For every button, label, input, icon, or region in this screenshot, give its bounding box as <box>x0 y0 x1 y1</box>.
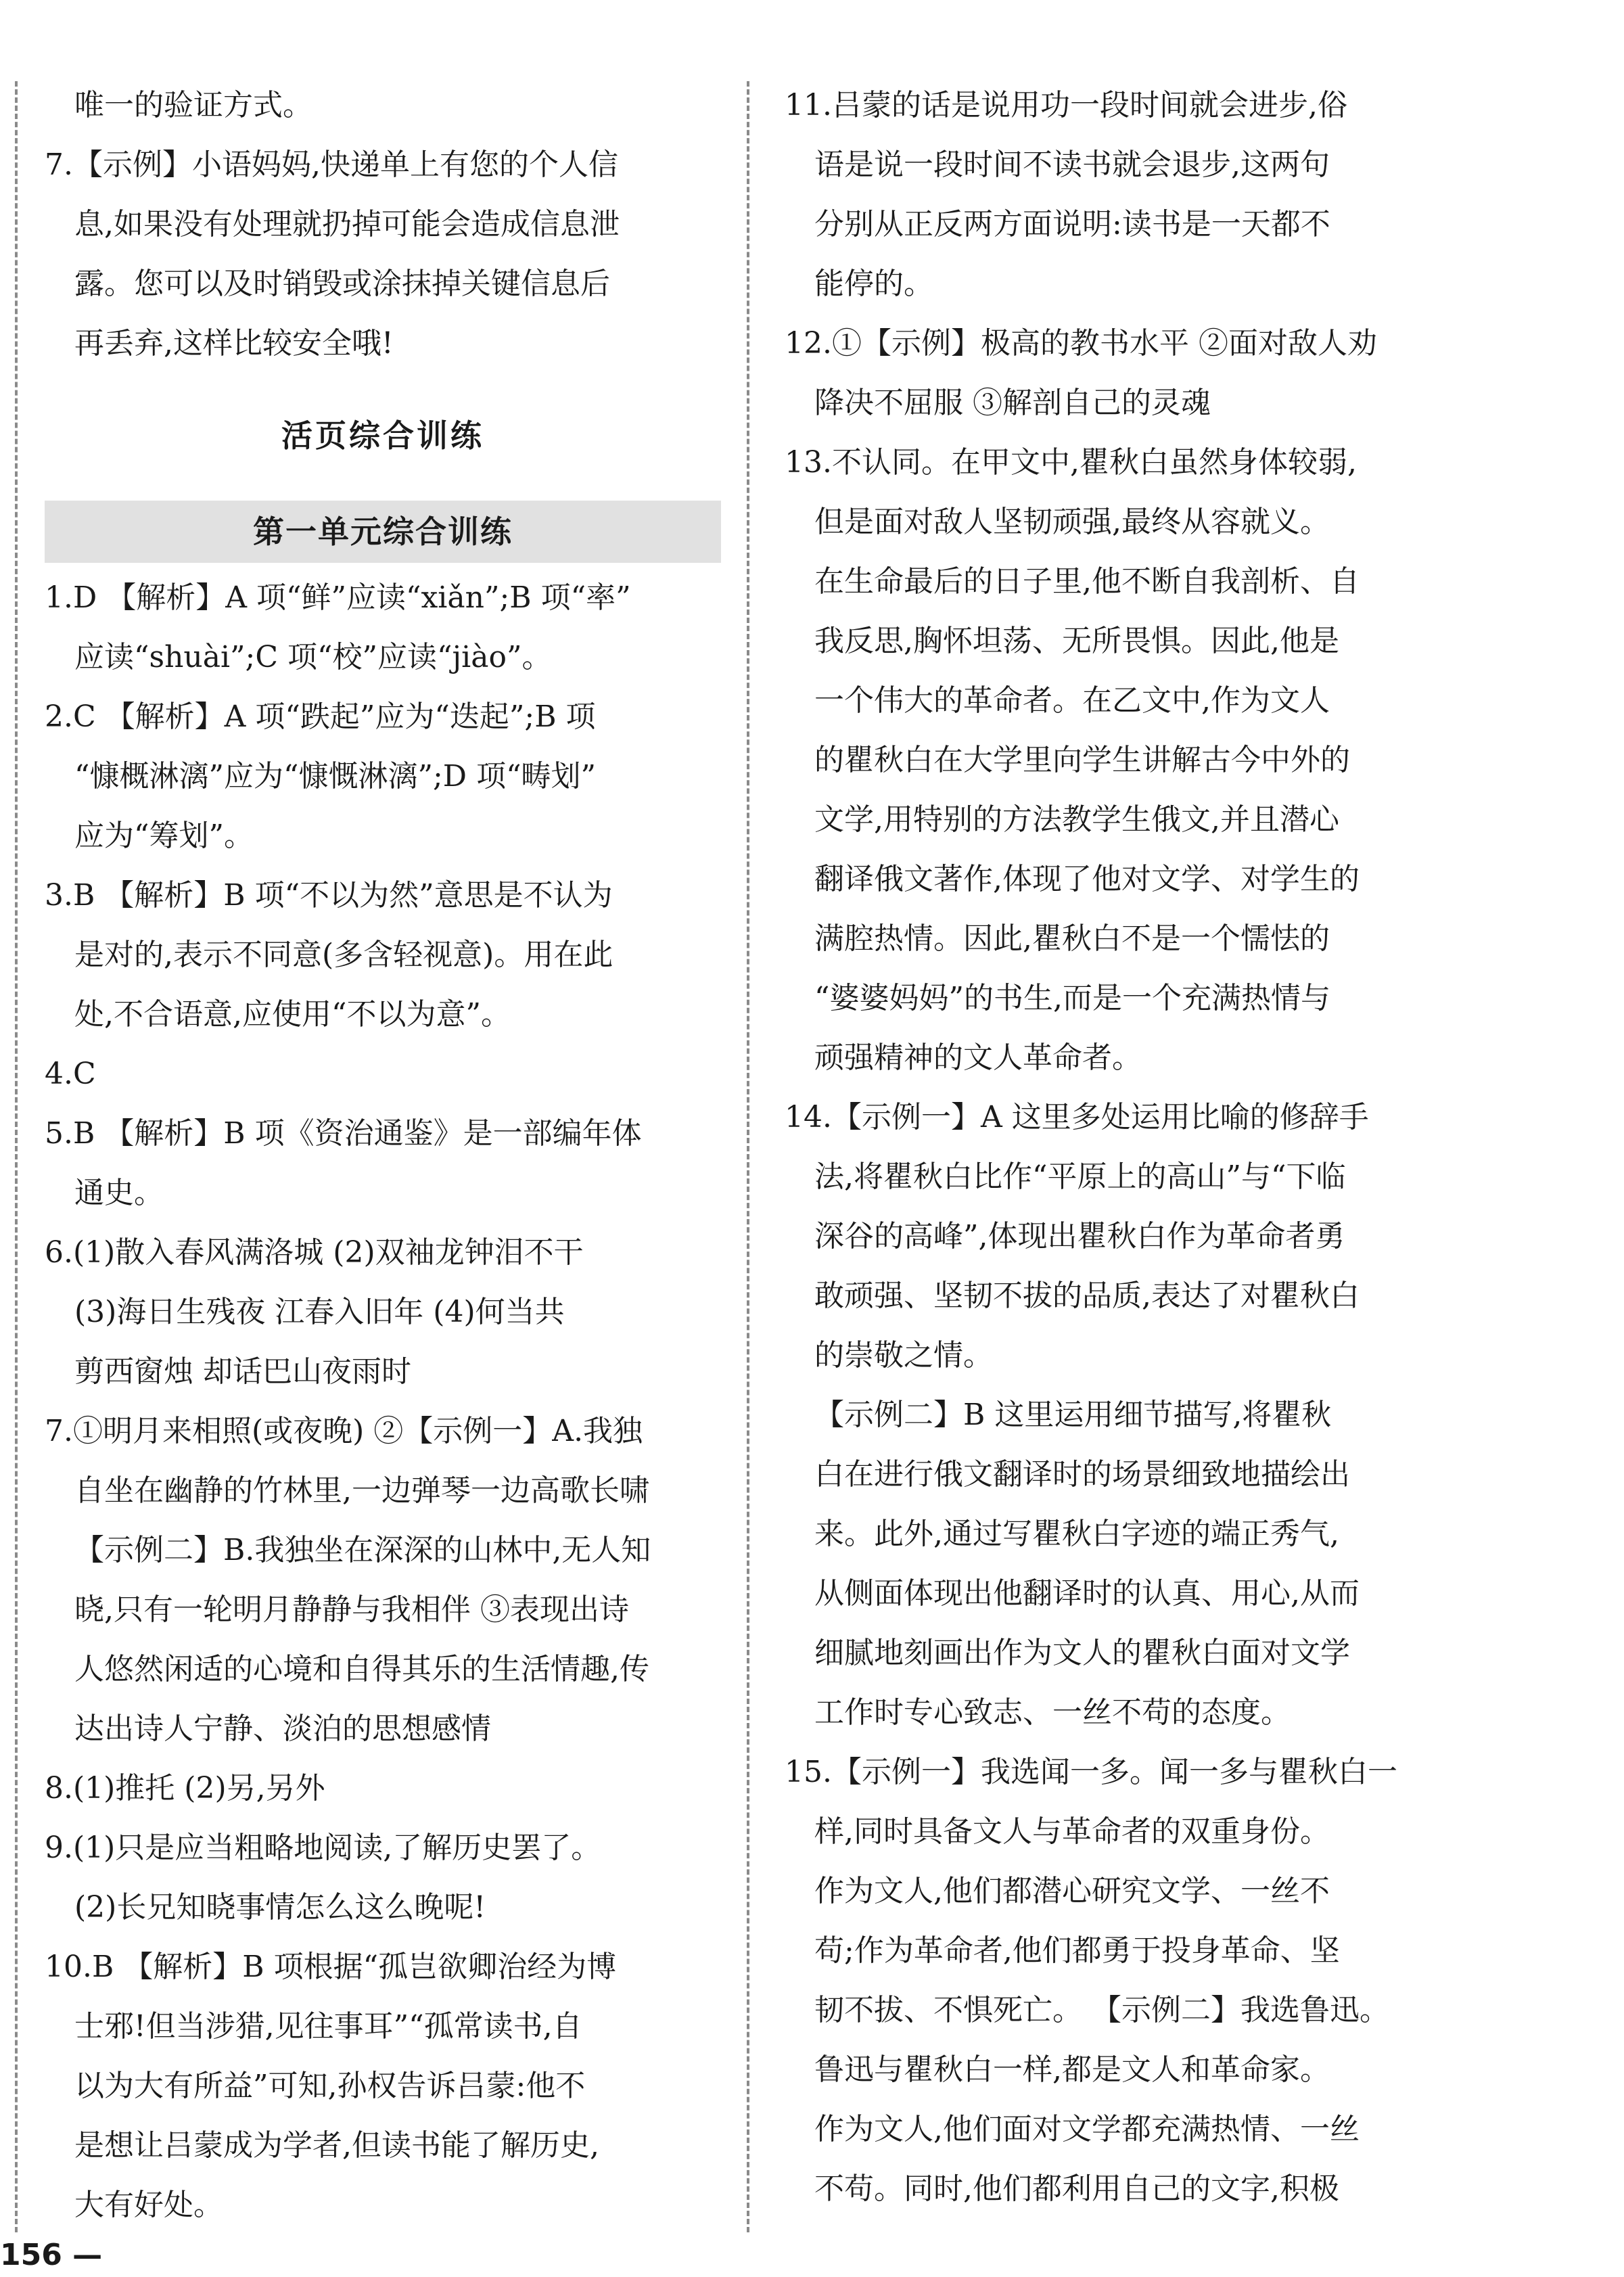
text-line: 文学,用特别的方法教学生俄文,并且潜心 <box>814 802 1339 837</box>
text-line: 法,将瞿秋白比作“平原上的高山”与“下临 <box>814 1159 1346 1194</box>
answer-12 <box>785 314 1461 433</box>
left-margin-dashed-line <box>15 81 18 2232</box>
answer-11 <box>785 76 1461 314</box>
answer-5 <box>45 1104 721 1223</box>
text-line: 细腻地刻画出作为文人的瞿秋白面对文学 <box>814 1636 1350 1670</box>
unit-title-band: 第一单元综合训练 <box>45 501 721 563</box>
answer-2 <box>45 687 721 866</box>
text-line: 深谷的高峰”,体现出瞿秋白作为革命者勇 <box>814 1219 1345 1254</box>
text-line: 的瞿秋白在大学里向学生讲解古今中外的 <box>814 743 1350 777</box>
text-line: “慷概淋漓”应为“慷慨淋漓”;D 项“畴划” <box>74 759 597 794</box>
text-line: 是对的,表示不同意(多含轻视意)。用在此 <box>74 938 613 972</box>
text-line: 白在进行俄文翻译时的场景细致地描绘出 <box>814 1457 1350 1492</box>
text-line: (2)长兄知晓事情怎么这么晚呢! <box>74 1890 486 1925</box>
text-line: 作为文人,他们都潜心研究文学、一丝不 <box>814 1874 1330 1908</box>
text-line: 来。此外,通过写瞿秋白字迹的端正秀气, <box>814 1517 1339 1551</box>
answer-3 <box>45 866 721 1044</box>
text-line: 满腔热情。因此,瞿秋白不是一个懦怯的 <box>814 921 1330 956</box>
text-line: 息,如果没有处理就扔掉可能会造成信息泄 <box>74 207 620 242</box>
answer-1 <box>45 568 721 687</box>
text-line: 5.B 【解析】B 项《资治通鉴》是一部编年体 <box>45 1116 642 1151</box>
text-line: 晓,只有一轮明月静静与我相伴 ③表现出诗 <box>74 1592 629 1627</box>
text-line: 1.D 【解析】A 项“鲜”应读“xiǎn”;B 项“率” <box>45 580 631 615</box>
answer-15 <box>785 1743 1461 2219</box>
text-line: 12.①【示例】极高的教书水平 ②面对敌人劝 <box>785 326 1377 361</box>
text-line: 8.(1)推托 (2)另,另外 <box>45 1771 325 1806</box>
text-line: 处,不合语意,应使用“不以为意”。 <box>74 997 511 1032</box>
text-line: 10.B 【解析】B 项根据“孤岂欲卿治经为博 <box>45 1950 617 1984</box>
text-line: (3)海日生残夜 江春入旧年 (4)何当共 <box>74 1295 565 1329</box>
text-line: 一个伟大的革命者。在乙文中,作为文人 <box>814 683 1330 718</box>
text-line: 敢顽强、坚韧不拔的品质,表达了对瞿秋白 <box>814 1279 1360 1313</box>
text-line: 再丢弃,这样比较安全哦! <box>74 326 394 361</box>
column-divider-dashed-line <box>747 81 749 2232</box>
answer-7 <box>45 1402 721 1759</box>
text-line: 顽强精神的文人革命者。 <box>814 1040 1142 1075</box>
text-line: 剪西窗烛 却话巴山夜雨时 <box>74 1354 411 1389</box>
text-line: 工作时专心致志、一丝不苟的态度。 <box>814 1695 1291 1730</box>
text-line: 苟;作为革命者,他们都勇于投身革命、坚 <box>814 1933 1340 1968</box>
answer-10 <box>45 1937 721 2235</box>
text-line: 11.吕蒙的话是说用功一段时间就会进步,俗 <box>785 88 1347 122</box>
answer-6 <box>45 1223 721 1402</box>
text-line: 4.C <box>45 1057 96 1091</box>
text-line: 大有好处。 <box>74 2188 223 2222</box>
text-line: 能停的。 <box>814 267 933 301</box>
text-line: 唯一的验证方式。 <box>74 88 312 122</box>
text-line: 在生命最后的日子里,他不断自我剖析、自 <box>814 564 1360 599</box>
text-line: 鲁迅与瞿秋白一样,都是文人和革命家。 <box>814 2052 1330 2087</box>
text-line: 13.不认同。在甲文中,瞿秋白虽然身体较弱, <box>785 445 1357 480</box>
text-line: 是想让吕蒙成为学者,但读书能了解历史, <box>74 2128 599 2163</box>
text-line: 达出诗人宁静、淡泊的思想感情 <box>74 1711 491 1746</box>
text-line: 自坐在幽静的竹林里,一边弹琴一边高歌长啸 <box>74 1473 649 1508</box>
text-line: 6.(1)散入春风满洛城 (2)双袖龙钟泪不干 <box>45 1235 584 1270</box>
text-line: 【示例二】B.我独坐在深深的山林中,无人知 <box>74 1533 651 1567</box>
text-line: 14.【示例一】A 这里多处运用比喻的修辞手 <box>785 1100 1369 1134</box>
text-line: 人悠然闲适的心境和自得其乐的生活情趣,传 <box>74 1652 649 1686</box>
text-line: 不苟。同时,他们都利用自己的文字,积极 <box>814 2171 1339 2206</box>
section-title: 活页综合训练 <box>281 417 484 454</box>
text-line: 士邪!但当涉猎,见往事耳”“孤常读书,自 <box>74 2009 582 2044</box>
text-line: 7.【示例】小语妈妈,快递单上有您的个人信 <box>45 147 618 182</box>
text-line: 以为大有所益”可知,孙权告诉吕蒙:他不 <box>74 2069 586 2103</box>
right-column <box>785 76 1461 2219</box>
text-line: 应读“shuài”;C 项“校”应读“jiào”。 <box>74 640 552 674</box>
text-line: 2.C 【解析】A 项“跌起”应为“迭起”;B 项 <box>45 699 596 734</box>
text-line: 7.①明月来相照(或夜晚) ②【示例一】A.我独 <box>45 1414 643 1448</box>
text-line: 15.【示例一】我选闻一多。闻一多与瞿秋白一 <box>785 1755 1397 1789</box>
answer-9 <box>45 1818 721 1937</box>
text-line: 语是说一段时间不读书就会退步,这两句 <box>814 147 1330 182</box>
text-line: 我反思,胸怀坦荡、无所畏惧。因此,他是 <box>814 624 1339 658</box>
text-line: 从侧面体现出他翻译时的认真、用心,从而 <box>814 1576 1360 1611</box>
text-line: 露。您可以及时销毁或涂抹掉关键信息后 <box>74 267 610 301</box>
answer-13 <box>785 433 1461 1088</box>
text-line: 韧不拔、不惧死亡。 【示例二】我选鲁迅。 <box>814 1993 1389 2027</box>
text-line: 作为文人,他们面对文学都充满热情、一丝 <box>814 2112 1360 2146</box>
text-line: “婆婆妈妈”的书生,而是一个充满热情与 <box>814 981 1330 1015</box>
text-line: 通史。 <box>74 1176 164 1210</box>
prev-answer-tail <box>45 76 721 135</box>
page-number: 156 — <box>0 2238 103 2272</box>
text-line: 分别从正反两方面说明:读书是一天都不 <box>814 207 1330 242</box>
answer-4 <box>45 1044 721 1104</box>
text-line: 样,同时具备文人与革命者的双重身份。 <box>814 1814 1330 1849</box>
text-line: 9.(1)只是应当粗略地阅读,了解历史罢了。 <box>45 1831 601 1865</box>
text-line: 的崇敬之情。 <box>814 1338 993 1373</box>
left-column <box>45 76 721 2235</box>
text-line: 但是面对敌人坚韧顽强,最终从容就义。 <box>814 505 1330 539</box>
text-line: 3.B 【解析】B 项“不以为然”意思是不认为 <box>45 878 613 913</box>
answer-7-prev <box>45 135 721 373</box>
answer-8 <box>45 1759 721 1818</box>
text-line: 应为“筹划”。 <box>74 819 254 853</box>
answer-14 <box>785 1088 1461 1743</box>
text-line: 【示例二】B 这里运用细节描写,将瞿秋 <box>814 1398 1332 1432</box>
text-line: 降决不屈服 ③解剖自己的灵魂 <box>814 386 1211 420</box>
text-line: 翻译俄文著作,体现了他对文学、对学生的 <box>814 862 1360 896</box>
